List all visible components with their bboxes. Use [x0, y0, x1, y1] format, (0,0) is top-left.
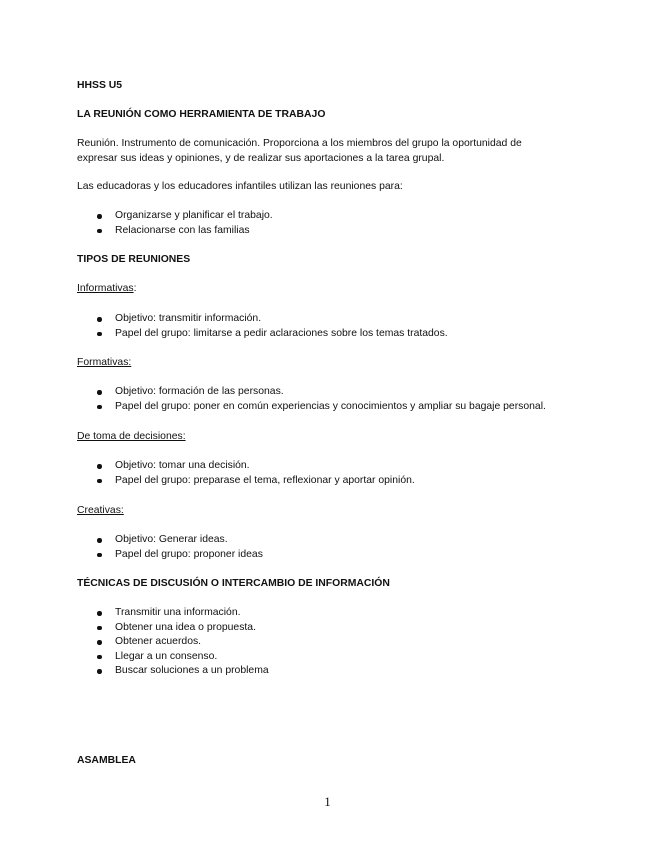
- informativas-label: Informativas:: [77, 283, 137, 294]
- formativas-list: [77, 385, 546, 414]
- informativas-list: [77, 312, 448, 341]
- bullet-icon: [97, 405, 102, 410]
- bullet-icon: [97, 214, 102, 219]
- uses-list: [77, 209, 273, 238]
- bullet-icon: [97, 669, 102, 674]
- list-item: Objetivo: tomar una decisión.: [77, 459, 415, 474]
- document-code: HHSS U5: [77, 80, 123, 91]
- list-item: Objetivo: formación de las personas.: [77, 385, 546, 400]
- bullet-icon: [97, 479, 102, 484]
- bullet-icon: [97, 538, 102, 543]
- bullet-icon: [97, 611, 102, 616]
- list-item: Obtener acuerdos.: [77, 635, 269, 650]
- list-item: Papel del grupo: preparase el tema, reflexionar y aportar opinión.: [77, 474, 415, 489]
- bullet-icon: [97, 626, 102, 631]
- list-item: Obtener una idea o propuesta.: [77, 621, 269, 636]
- list-item: Llegar a un consenso.: [77, 650, 269, 665]
- bullet-icon: [97, 464, 102, 469]
- decisiones-label: De toma de decisiones:: [77, 431, 186, 442]
- creativas-list: [77, 533, 263, 562]
- bullet-icon: [97, 640, 102, 645]
- bullet-icon: [97, 229, 102, 234]
- list-item: Organizarse y planificar el trabajo.: [77, 209, 273, 224]
- decisiones-list: [77, 459, 415, 488]
- main-title: LA REUNIÓN COMO HERRAMIENTA DE TRABAJO: [77, 109, 326, 120]
- bullet-icon: [97, 553, 102, 558]
- list-item: Objetivo: Generar ideas.: [77, 533, 263, 548]
- asamblea-heading: ASAMBLEA: [77, 755, 136, 766]
- list-item: Papel del grupo: poner en común experiencias y conocimientos y ampliar su bagaje personal.: [77, 400, 546, 415]
- bullet-icon: [97, 655, 102, 660]
- list-item: Buscar soluciones a un problema: [77, 664, 269, 679]
- types-heading: TIPOS DE REUNIONES: [77, 254, 191, 265]
- uses-intro: Las educadoras y los educadores infantiles utilizan las reuniones para:: [77, 181, 403, 192]
- bullet-icon: [97, 317, 102, 322]
- list-item: Papel del grupo: proponer ideas: [77, 548, 263, 563]
- intro-line-2: expresar sus ideas y opiniones, y de realizar sus aportaciones a la tarea grupal.: [77, 152, 445, 164]
- bullet-icon: [97, 390, 102, 395]
- formativas-label: Formativas:: [77, 357, 132, 368]
- bullet-icon: [97, 332, 102, 337]
- list-item: Transmitir una información.: [77, 606, 269, 621]
- list-item: Objetivo: transmitir información.: [77, 312, 448, 327]
- list-item: Relacionarse con las familias: [77, 224, 273, 239]
- techniques-list: [77, 606, 269, 679]
- techniques-heading: TÉCNICAS DE DISCUSIÓN O INTERCAMBIO DE INFORMACIÓN: [77, 578, 390, 589]
- page-number: 1: [324, 794, 331, 809]
- intro-line-1: Reunión. Instrumento de comunicación. Proporciona a los miembros del grupo la oportunidad de: [77, 138, 522, 149]
- list-item: Papel del grupo: limitarse a pedir aclaraciones sobre los temas tratados.: [77, 327, 448, 342]
- creativas-label: Creativas:: [77, 505, 124, 516]
